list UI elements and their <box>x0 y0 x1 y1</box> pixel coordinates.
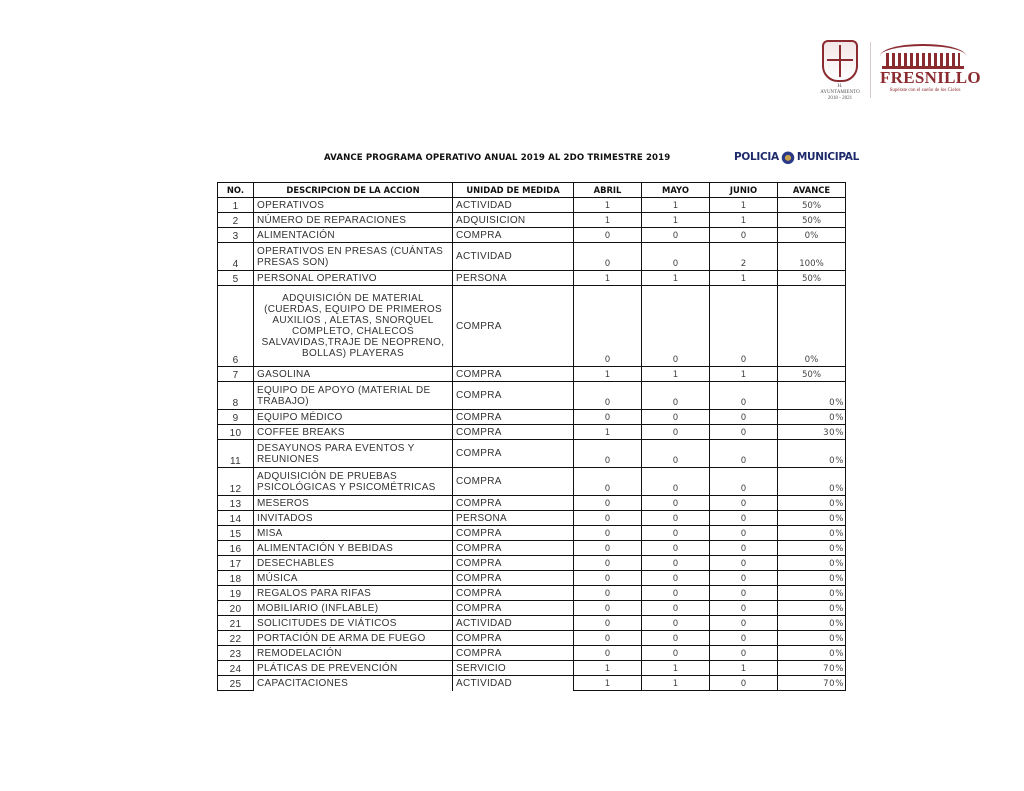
cell-unidad: PERSONA <box>453 511 574 526</box>
table-row <box>218 286 846 367</box>
cell-junio: 1 <box>710 271 778 286</box>
cell-mayo: 0 <box>642 286 710 367</box>
cell-avance: 0% <box>778 646 846 661</box>
cell-descripcion: OPERATIVOS EN PRESAS (CUÁNTAS PRESAS SON) <box>254 243 453 271</box>
cell-no: 12 <box>218 468 254 496</box>
cell-unidad: COMPRA <box>453 410 574 425</box>
cell-no: 25 <box>218 676 254 691</box>
table-row <box>218 410 846 425</box>
cell-descripcion: PERSONAL OPERATIVO <box>254 271 453 286</box>
cell-unidad: COMPRA <box>453 601 574 616</box>
cell-junio: 1 <box>710 213 778 228</box>
cell-descripcion: ALIMENTACIÓN <box>254 228 453 243</box>
cell-no: 21 <box>218 616 254 631</box>
table-header-row <box>218 183 846 198</box>
cell-junio: 0 <box>710 286 778 367</box>
cell-mayo: 0 <box>642 228 710 243</box>
cell-junio: 0 <box>710 586 778 601</box>
cell-mayo: 0 <box>642 586 710 601</box>
cell-descripcion: ALIMENTACIÓN Y BEBIDAS <box>254 541 453 556</box>
cell-unidad: COMPRA <box>453 468 574 496</box>
cell-abril: 0 <box>574 586 642 601</box>
cell-junio: 0 <box>710 440 778 468</box>
cell-avance: 50% <box>778 213 846 228</box>
cell-abril: 0 <box>574 243 642 271</box>
cell-mayo: 0 <box>642 382 710 410</box>
table-row <box>218 367 846 382</box>
cell-junio: 0 <box>710 526 778 541</box>
cell-descripcion: CAPACITACIONES <box>254 676 453 691</box>
cell-no: 7 <box>218 367 254 382</box>
cell-mayo: 1 <box>642 661 710 676</box>
cell-mayo: 1 <box>642 271 710 286</box>
cell-avance: 0% <box>778 601 846 616</box>
cell-avance: 0% <box>778 410 846 425</box>
cell-abril: 0 <box>574 526 642 541</box>
table-row <box>218 526 846 541</box>
cell-descripcion: PORTACIÓN DE ARMA DE FUEGO <box>254 631 453 646</box>
table-row <box>218 676 846 691</box>
logo-divider <box>870 42 871 98</box>
cell-mayo: 0 <box>642 556 710 571</box>
table-row <box>218 382 846 410</box>
cell-abril: 0 <box>574 631 642 646</box>
cell-unidad: ACTIVIDAD <box>453 676 574 691</box>
cell-abril: 0 <box>574 646 642 661</box>
cell-descripcion: EQUIPO MÉDICO <box>254 410 453 425</box>
crest-caption <box>818 84 862 102</box>
cell-avance: 50% <box>778 367 846 382</box>
cell-unidad: ACTIVIDAD <box>453 243 574 271</box>
cell-no: 20 <box>218 601 254 616</box>
cell-mayo: 1 <box>642 367 710 382</box>
cell-avance: 0% <box>778 631 846 646</box>
cell-junio: 1 <box>710 198 778 213</box>
cell-no: 2 <box>218 213 254 228</box>
cell-mayo: 0 <box>642 243 710 271</box>
cell-no: 18 <box>218 571 254 586</box>
cell-no: 16 <box>218 541 254 556</box>
cell-descripcion: OPERATIVOS <box>254 198 453 213</box>
cell-mayo: 0 <box>642 631 710 646</box>
cell-no: 4 <box>218 243 254 271</box>
cell-descripcion: DESECHABLES <box>254 556 453 571</box>
cell-descripcion: SOLICITUDES DE VIÁTICOS <box>254 616 453 631</box>
cell-junio: 0 <box>710 676 778 691</box>
cell-no: 19 <box>218 586 254 601</box>
cell-mayo: 1 <box>642 198 710 213</box>
city-tagline: Supérate con el sueño de los Cielos <box>889 88 961 93</box>
cell-avance: 0% <box>778 286 846 367</box>
cell-no: 9 <box>218 410 254 425</box>
col-header-no: NO. <box>218 183 254 198</box>
table-row <box>218 228 846 243</box>
cell-descripcion: EQUIPO DE APOYO (MATERIAL DE TRABAJO) <box>254 382 453 410</box>
police-badge-icon <box>781 149 795 165</box>
cell-unidad: COMPRA <box>453 526 574 541</box>
cell-unidad: ACTIVIDAD <box>453 616 574 631</box>
cell-no: 17 <box>218 556 254 571</box>
cell-avance: 0% <box>778 571 846 586</box>
cell-unidad: COMPRA <box>453 496 574 511</box>
table-row <box>218 661 846 676</box>
cell-mayo: 0 <box>642 541 710 556</box>
table-row <box>218 586 846 601</box>
cell-mayo: 0 <box>642 410 710 425</box>
cell-avance: 0% <box>778 586 846 601</box>
header-logos <box>818 38 981 104</box>
cell-unidad: COMPRA <box>453 382 574 410</box>
cell-descripcion: GASOLINA <box>254 367 453 382</box>
cell-unidad: ACTIVIDAD <box>453 198 574 213</box>
cell-abril: 1 <box>574 367 642 382</box>
cell-avance: 0% <box>778 526 846 541</box>
cell-avance: 50% <box>778 271 846 286</box>
cell-mayo: 0 <box>642 496 710 511</box>
cell-junio: 0 <box>710 631 778 646</box>
table-row <box>218 198 846 213</box>
cell-avance: 0% <box>778 541 846 556</box>
table-row <box>218 601 846 616</box>
cell-abril: 1 <box>574 198 642 213</box>
cell-descripcion: MÚSICA <box>254 571 453 586</box>
agency-right-text: MUNICIPAL <box>796 151 859 163</box>
table-row <box>218 646 846 661</box>
cell-junio: 0 <box>710 646 778 661</box>
cell-mayo: 0 <box>642 526 710 541</box>
cell-junio: 1 <box>710 367 778 382</box>
policia-municipal-logo <box>734 147 859 167</box>
col-header-abril: ABRIL <box>574 183 642 198</box>
col-header-avance: AVANCE <box>778 183 846 198</box>
cell-junio: 0 <box>710 496 778 511</box>
cell-unidad: COMPRA <box>453 646 574 661</box>
cell-unidad: COMPRA <box>453 440 574 468</box>
cell-avance: 0% <box>778 228 846 243</box>
crest-caption-line1: H. AYUNTAMIENTO <box>820 84 860 95</box>
cell-mayo: 0 <box>642 425 710 440</box>
cell-avance: 0% <box>778 440 846 468</box>
cell-abril: 0 <box>574 286 642 367</box>
col-header-unidad: UNIDAD DE MEDIDA <box>453 183 574 198</box>
cell-no: 8 <box>218 382 254 410</box>
cell-junio: 0 <box>710 468 778 496</box>
cell-junio: 0 <box>710 511 778 526</box>
cell-abril: 0 <box>574 468 642 496</box>
cell-avance: 0% <box>778 468 846 496</box>
cell-avance: 70% <box>778 676 846 691</box>
cell-mayo: 0 <box>642 646 710 661</box>
cell-avance: 0% <box>778 496 846 511</box>
cell-no: 1 <box>218 198 254 213</box>
cell-abril: 1 <box>574 425 642 440</box>
agency-left-text: POLICIA <box>734 151 779 163</box>
col-header-junio: JUNIO <box>710 183 778 198</box>
cell-abril: 0 <box>574 616 642 631</box>
table-row <box>218 271 846 286</box>
cell-no: 11 <box>218 440 254 468</box>
table-row <box>218 496 846 511</box>
cell-unidad: ADQUISICION <box>453 213 574 228</box>
cell-junio: 0 <box>710 425 778 440</box>
crest-caption-line2: 2018 - 2021 <box>827 96 853 101</box>
cell-avance: 50% <box>778 198 846 213</box>
table-row <box>218 571 846 586</box>
cell-mayo: 0 <box>642 571 710 586</box>
cell-descripcion: INVITADOS <box>254 511 453 526</box>
cell-descripcion: MESEROS <box>254 496 453 511</box>
cell-abril: 1 <box>574 676 642 691</box>
table-row <box>218 631 846 646</box>
cell-no: 3 <box>218 228 254 243</box>
cell-descripcion: ADQUISICIÓN DE PRUEBAS PSICOLÓGICAS Y PSICOMÉTRICAS <box>254 468 453 496</box>
table-row <box>218 425 846 440</box>
table-row <box>218 511 846 526</box>
cell-junio: 0 <box>710 571 778 586</box>
municipal-crest-logo <box>818 40 862 102</box>
table-row <box>218 541 846 556</box>
cell-unidad: SERVICIO <box>453 661 574 676</box>
cell-unidad: COMPRA <box>453 367 574 382</box>
cell-unidad: COMPRA <box>453 556 574 571</box>
col-header-descripcion: DESCRIPCION DE LA ACCION <box>254 183 453 198</box>
cell-avance: 0% <box>778 616 846 631</box>
cell-no: 23 <box>218 646 254 661</box>
cell-junio: 0 <box>710 541 778 556</box>
cell-mayo: 0 <box>642 601 710 616</box>
cell-unidad: COMPRA <box>453 571 574 586</box>
cell-mayo: 1 <box>642 213 710 228</box>
table-row <box>218 556 846 571</box>
cell-no: 15 <box>218 526 254 541</box>
cell-junio: 2 <box>710 243 778 271</box>
cell-no: 13 <box>218 496 254 511</box>
cell-unidad: COMPRA <box>453 228 574 243</box>
cell-mayo: 0 <box>642 468 710 496</box>
cell-no: 6 <box>218 286 254 367</box>
cell-descripcion: COFFEE BREAKS <box>254 425 453 440</box>
cell-unidad: COMPRA <box>453 586 574 601</box>
cell-junio: 1 <box>710 661 778 676</box>
cell-abril: 0 <box>574 556 642 571</box>
building-icon <box>880 44 966 68</box>
cell-descripcion: NÚMERO DE REPARACIONES <box>254 213 453 228</box>
cell-abril: 0 <box>574 511 642 526</box>
cell-no: 22 <box>218 631 254 646</box>
cell-unidad: COMPRA <box>453 425 574 440</box>
cell-unidad: PERSONA <box>453 271 574 286</box>
cell-no: 10 <box>218 425 254 440</box>
cell-abril: 0 <box>574 541 642 556</box>
cell-unidad: COMPRA <box>453 631 574 646</box>
cell-avance: 0% <box>778 511 846 526</box>
table-row <box>218 213 846 228</box>
city-name-logo: FRESNILLO <box>880 68 981 87</box>
cell-descripcion: MOBILIARIO (INFLABLE) <box>254 601 453 616</box>
cell-abril: 0 <box>574 382 642 410</box>
cell-no: 14 <box>218 511 254 526</box>
cell-junio: 0 <box>710 382 778 410</box>
cell-avance: 0% <box>778 556 846 571</box>
cell-abril: 0 <box>574 440 642 468</box>
cell-descripcion: REGALOS PARA RIFAS <box>254 586 453 601</box>
page-title: AVANCE PROGRAMA OPERATIVO ANUAL 2019 AL 2DO TRIMESTRE 2019 <box>324 153 671 163</box>
cell-avance: 30% <box>778 425 846 440</box>
table-row <box>218 616 846 631</box>
table-row <box>218 468 846 496</box>
cell-no: 5 <box>218 271 254 286</box>
cell-junio: 0 <box>710 410 778 425</box>
cell-mayo: 1 <box>642 676 710 691</box>
cell-avance: 100% <box>778 243 846 271</box>
cell-avance: 0% <box>778 382 846 410</box>
program-table <box>217 182 846 691</box>
cell-mayo: 0 <box>642 511 710 526</box>
cell-descripcion: PLÁTICAS DE PREVENCIÓN <box>254 661 453 676</box>
cell-no: 24 <box>218 661 254 676</box>
cell-junio: 0 <box>710 228 778 243</box>
cell-unidad: COMPRA <box>453 541 574 556</box>
cell-mayo: 0 <box>642 616 710 631</box>
cell-abril: 0 <box>574 410 642 425</box>
cell-descripcion: MISA <box>254 526 453 541</box>
cell-descripcion: REMODELACIÓN <box>254 646 453 661</box>
table-row <box>218 440 846 468</box>
cell-junio: 0 <box>710 601 778 616</box>
coat-of-arms-icon <box>822 40 858 82</box>
cell-descripcion: DESAYUNOS PARA EVENTOS Y REUNIONES <box>254 440 453 468</box>
cell-unidad: COMPRA <box>453 286 574 367</box>
col-header-mayo: MAYO <box>642 183 710 198</box>
cell-junio: 0 <box>710 616 778 631</box>
cell-abril: 1 <box>574 271 642 286</box>
cell-avance: 70% <box>778 661 846 676</box>
cell-abril: 0 <box>574 228 642 243</box>
cell-descripcion: ADQUISICIÓN DE MATERIAL (CUERDAS, EQUIPO DE PRIMEROS AUXILIOS , ALETAS, SNORQUEL COMPLETO, CHALECOS SALVAVIDAS,TRAJE DE NEOPRENO, BOLLAS) PLAYERAS <box>254 286 453 367</box>
cell-abril: 1 <box>574 661 642 676</box>
cell-junio: 0 <box>710 556 778 571</box>
table-row <box>218 243 846 271</box>
cell-mayo: 0 <box>642 440 710 468</box>
cell-abril: 0 <box>574 601 642 616</box>
cell-abril: 0 <box>574 571 642 586</box>
cell-abril: 1 <box>574 213 642 228</box>
cell-abril: 0 <box>574 496 642 511</box>
